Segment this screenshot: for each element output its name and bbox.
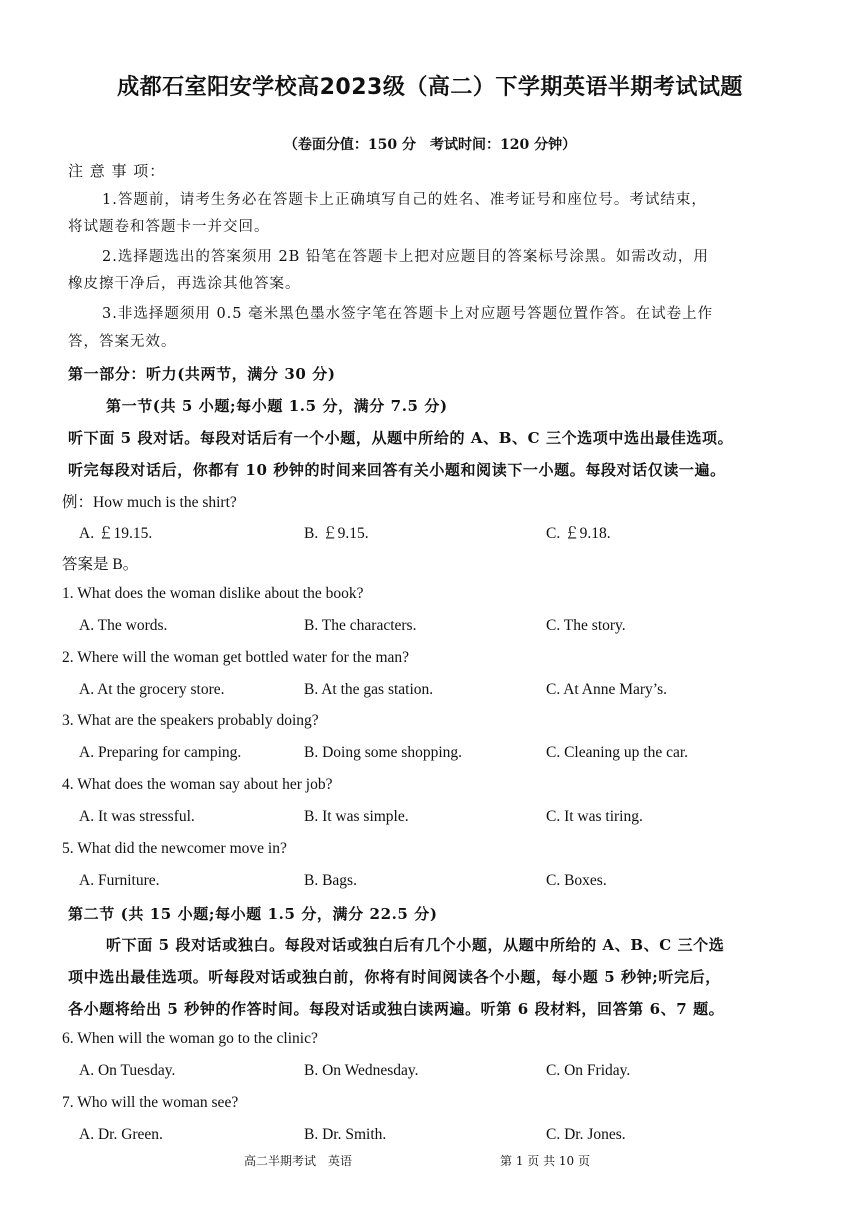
notice-heading: 注 意 事 项： (68, 162, 166, 180)
example-answer: 答案是 B。 (62, 556, 139, 573)
question-5-option-c: C. Boxes. (546, 872, 607, 889)
exam-info: （卷面分值：150 分 考试时间：120 分钟） (283, 137, 577, 153)
example-option-a: A. ￡19.15. (79, 525, 153, 542)
question-1-option-b: B. The characters. (304, 617, 417, 634)
question-4: 4. What does the woman say about her job? (62, 776, 333, 793)
question-2-option-b: B. At the gas station. (304, 681, 434, 698)
question-6-option-b: B. On Wednesday. (304, 1062, 419, 1079)
notice-item-2-line-1: 2.选择题选出的答案须用 2B 铅笔在答题卡上把对应题目的答案标号涂黑。如需改动，用 (102, 249, 709, 265)
question-1: 1. What does the woman dislike about the book? (62, 585, 364, 602)
notice-item-1-line-1: 1.答题前，请考生务必在答题卡上正确填写自己的姓名、准考证号和座位号。考试结束， (102, 192, 707, 208)
notice-item-2-line-2: 橡皮擦干净后，再选涂其他答案。 (68, 276, 301, 292)
section2-instruction-1: 听下面 5 段对话或独白。每段对话或独白后有几个小题，从题中所给的 A、B、C 三个选 (106, 936, 725, 954)
footer-exam-label: 高二半期考试 英语 (244, 1154, 353, 1168)
question-2-option-a: A. At the grocery store. (79, 681, 225, 698)
notice-item-3-line-2: 答，答案无效。 (68, 334, 177, 350)
section1-heading: 第一节(共 5 小题;每小题 1.5 分，满分 7.5 分) (106, 397, 448, 415)
question-3-option-b: B. Doing some shopping. (304, 744, 463, 761)
question-2-option-c: C. At Anne Mary’s. (546, 681, 667, 698)
question-5-option-a: A. Furniture. (79, 872, 160, 889)
question-6-option-c: C. On Friday. (546, 1062, 631, 1079)
section2-instruction-3: 各小题将给出 5 秒钟的作答时间。每段对话或独白读两遍。听第 6 段材料，回答第 6、7 题。 (68, 1000, 725, 1018)
question-4-option-c: C. It was tiring. (546, 808, 643, 825)
question-6: 6. When will the woman go to the clinic? (62, 1030, 318, 1047)
example-question: 例：How much is the shirt? (62, 494, 237, 511)
footer-page-number: 第 1 页 共 10 页 (500, 1154, 590, 1168)
question-7-option-c: C. Dr. Jones. (546, 1126, 626, 1143)
question-7-option-a: A. Dr. Green. (79, 1126, 163, 1143)
question-6-option-a: A. On Tuesday. (79, 1062, 176, 1079)
question-1-option-c: C. The story. (546, 617, 626, 634)
page-title: 成都石室阳安学校高2023级（高二）下学期英语半期考试试题 (117, 75, 743, 100)
question-4-option-a: A. It was stressful. (79, 808, 195, 825)
question-3: 3. What are the speakers probably doing? (62, 712, 319, 729)
question-3-option-a: A. Preparing for camping. (79, 744, 242, 761)
example-option-b: B. ￡9.15. (304, 525, 369, 542)
example-option-c: C. ￡9.18. (546, 525, 611, 542)
notice-item-3-line-1: 3.非选择题须用 0.5 毫米黑色墨水签字笔在答题卡上对应题号答题位置作答。在试卷上作 (102, 306, 714, 322)
section2-heading: 第二节 (共 15 小题;每小题 1.5 分，满分 22.5 分) (68, 905, 438, 923)
question-1-option-a: A. The words. (79, 617, 168, 634)
question-2: 2. Where will the woman get bottled water for the man? (62, 649, 410, 666)
notice-item-1-line-2: 将试题卷和答题卡一并交回。 (68, 219, 270, 235)
question-7-option-b: B. Dr. Smith. (304, 1126, 387, 1143)
section1-instruction-1: 听下面 5 段对话。每段对话后有一个小题，从题中所给的 A、B、C 三个选项中选出最佳选项。 (68, 429, 734, 447)
part1-heading: 第一部分：听力(共两节，满分 30 分) (68, 365, 336, 383)
question-5-option-b: B. Bags. (304, 872, 357, 889)
question-4-option-b: B. It was simple. (304, 808, 409, 825)
question-5: 5. What did the newcomer move in? (62, 840, 287, 857)
question-3-option-c: C. Cleaning up the car. (546, 744, 689, 761)
question-7: 7. Who will the woman see? (62, 1094, 239, 1111)
section1-instruction-2: 听完每段对话后，你都有 10 秒钟的时间来回答有关小题和阅读下一小题。每段对话仅读一遍。 (68, 461, 726, 479)
section2-instruction-2: 项中选出最佳选项。听每段对话或独白前，你将有时间阅读各个小题，每小题 5 秒钟;听完后， (68, 968, 721, 986)
